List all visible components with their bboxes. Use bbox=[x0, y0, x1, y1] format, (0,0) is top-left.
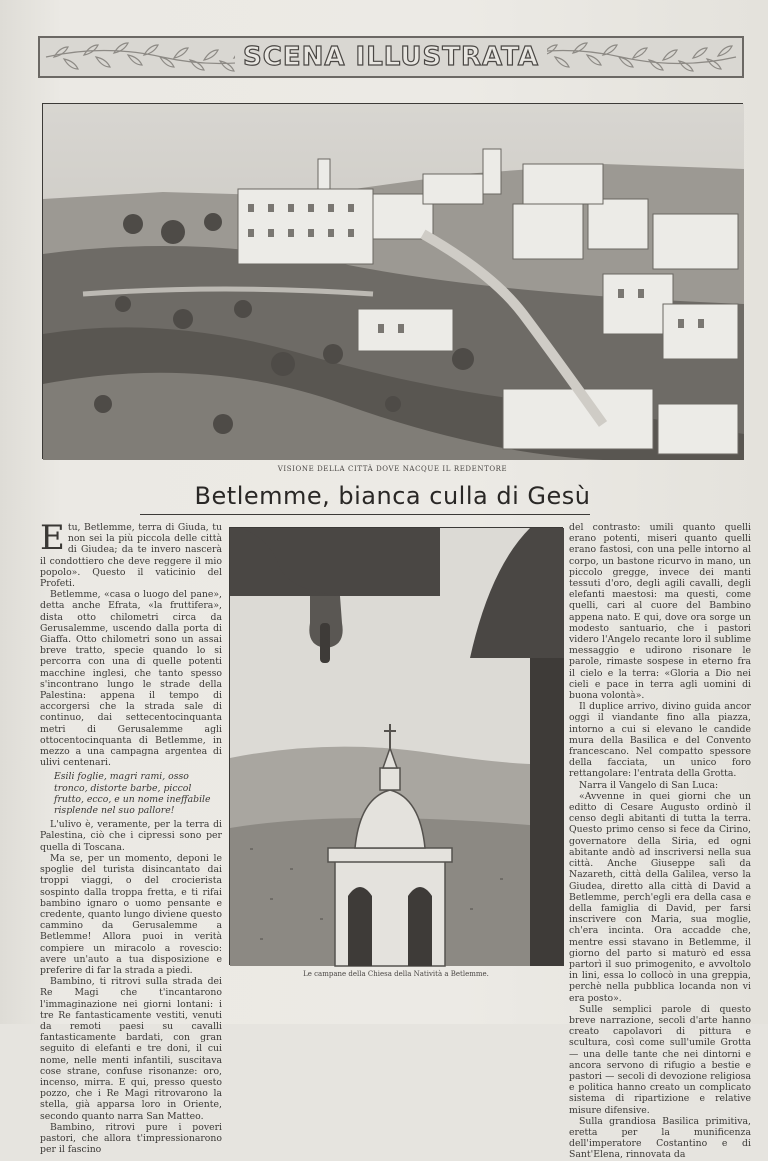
article-right-column bbox=[569, 522, 751, 1161]
article-paragraph: Sulle semplici parole di questo breve narrazione, secoli d'arte hanno creato capolavori di pittura e scultura, così come sull'umile Grotta — una delle tante che nei dintorni e ancora servono di rifugio a bestie e pastori — secoli di devozione religiosa e politica hanno creato un complicato sistema di ripartizione e relative misure difensive. bbox=[569, 1003, 751, 1116]
top-photo-caption: VISIONE DELLA CITTÀ DOVE NACQUE IL REDENTORE bbox=[277, 465, 508, 473]
article-paragraph: Sulla grandiosa Basilica primitiva, eretta per la munificenza dell'imperatore Costantino e di Sant'Elena, rinnovata da bbox=[569, 1115, 751, 1161]
article-paragraph: L'ulivo è, veramente, per la terra di Palestina, ciò che i cipressi sono per quella di Toscana. bbox=[40, 819, 222, 853]
drop-cap: E bbox=[40, 518, 65, 558]
article-left-column bbox=[40, 518, 222, 1156]
article-paragraph: Narra il Vangelo di San Luca: bbox=[579, 779, 719, 791]
town-panorama-image bbox=[43, 104, 744, 460]
article-paragraph: Ma se, per un momento, deponi le spoglie del turista disincantato dai troppi viaggi, o del crocierista sospinto dalla troppa fretta, e ti rifai bambino ignaro o uomo pensante e credente, quanto lungo diviene questo cammino da Gerusalemme a Betlemme! Allora puoi in verità compiere un miracolo a rovescio: avere un'auto a tua disposizione e preferire di far la strada a piedi. bbox=[40, 852, 222, 976]
article-paragraph: «Avvenne in quei giorni che un editto di Cesare Augusto ordinò il censo degli abitanti di tutta la terra. Questo primo censo si fece da Cirino, governatore della Siria, ed ogni abitante andò ad inscriversi nella sua città. Anche Giuseppe salì da Nazareth, città della Galilea, verso la Giudea, diretto alla città di David a Betlemme, perch'egli era della casa e della famiglia di David, per farsi inscrivere con Maria, sua moglie, ch'era incinta. Ora accadde che, mentre essi stavano in Betlemme, il giorno del parto si maturò ed essa partorì il suo primogenito, e avvoltolo in lini, essa lo collocò in una greppia, perchè nella pubblica locanda non vi era posto». bbox=[569, 790, 751, 1004]
masthead-banner bbox=[38, 36, 744, 78]
bell-tower-photo bbox=[229, 527, 563, 965]
article-paragraph: Betlemme, «casa o luogo del pane», detta anche Efrata, «la fruttifera», dista otto chilometri circa da Gerusalemme, uscendo dalla porta di Giaffa. Otto chilometri sono un assai breve tratto, specie quando lo si percorra con una di quelle potenti macchine inglesi, che tanto spesso s'incontrano lungo le strade della Palestina: appena il tempo di accorgersi che la strada sale di continuo, dai settecentocinquanta metri di Gerusalemme agli ottocentocinquanta di Betlemme, in mezzo a una campagna argentea di ulivi centenari. bbox=[40, 589, 222, 769]
article-paragraph: del contrasto: umili quanto quelli erano potenti, miseri quanto quelli erano fastosi, con una pelle intorno al corpo, un bastone ricurvo in mano, un piccolo gregge, invece dei manti tessuti d'oro, degli agili cavalli, degli elefanti maestosi: ma questi, come quelli, cari al cuore del Bambino appena nato. E qui, dove ora sorge un modesto santuario, che i pastori videro l'Angelo recante loro il sublime messaggio e udirono risonare le parole, rimaste sospese in eterno fra il cielo e la terra: «Gloria a Dio nei cieli e pace in terra agli uomini di buona volontà». bbox=[569, 522, 751, 702]
article-verse: Esili foglie, magri rami, osso tronco, distorte barbe, piccol frutto, ecco, e un nome ineffabile risplende nel suo pallore! bbox=[54, 771, 211, 817]
headline-rule bbox=[140, 514, 590, 515]
opening-text: tu, Betlemme, terra di Giuda, tu non sei la più piccola delle città di Giudea; da te invero nascerà il condottiero che deve reggere il mio popolo». Questo il vaticinio del Profeti. bbox=[40, 522, 222, 590]
article-paragraph: Bambino, ritrovi pure i poveri pastori, che allora t'impressionarono per il fascino bbox=[40, 1121, 222, 1156]
middle-photo-caption: Le campane della Chiesa della Natività a Betlemme. bbox=[303, 970, 489, 978]
article-opening-paragraph bbox=[40, 518, 222, 590]
article-paragraph: Il duplice arrivo, divino guida ancor oggi il viandante fino alla piazza, intorno a cui si elevano le candide mura della Basilica e del Convento francescano. Nel compatto spessore della facciata, un unico foro rettangolare: l'entrata della Grotta. bbox=[569, 701, 751, 780]
church-bells-image bbox=[230, 528, 564, 966]
article-paragraph: Bambino, ti ritrovi sulla strada dei Re Magi che t'incantarono l'immaginazione nei giorni lontani: i tre Re fantasticamente vestiti, venuti da remoti paesi su cavalli fantasticamente bardati, con gran seguito di elefanti e tre doni, il cui nome, nelle menti infantili, suscitava cose strane, confuse risonanze: oro, incenso, mirra. E qui, presso questo pozzo, che i Re Magi ritrovarono la stella, già apparsa loro in Oriente, secondo quanto narra San Matteo. bbox=[40, 976, 222, 1122]
article-headline: Betlemme, bianca culla di Gesù bbox=[194, 482, 591, 510]
bethlehem-panorama-photo bbox=[42, 103, 743, 459]
masthead-title: SCENA ILLUSTRATA bbox=[235, 42, 547, 72]
